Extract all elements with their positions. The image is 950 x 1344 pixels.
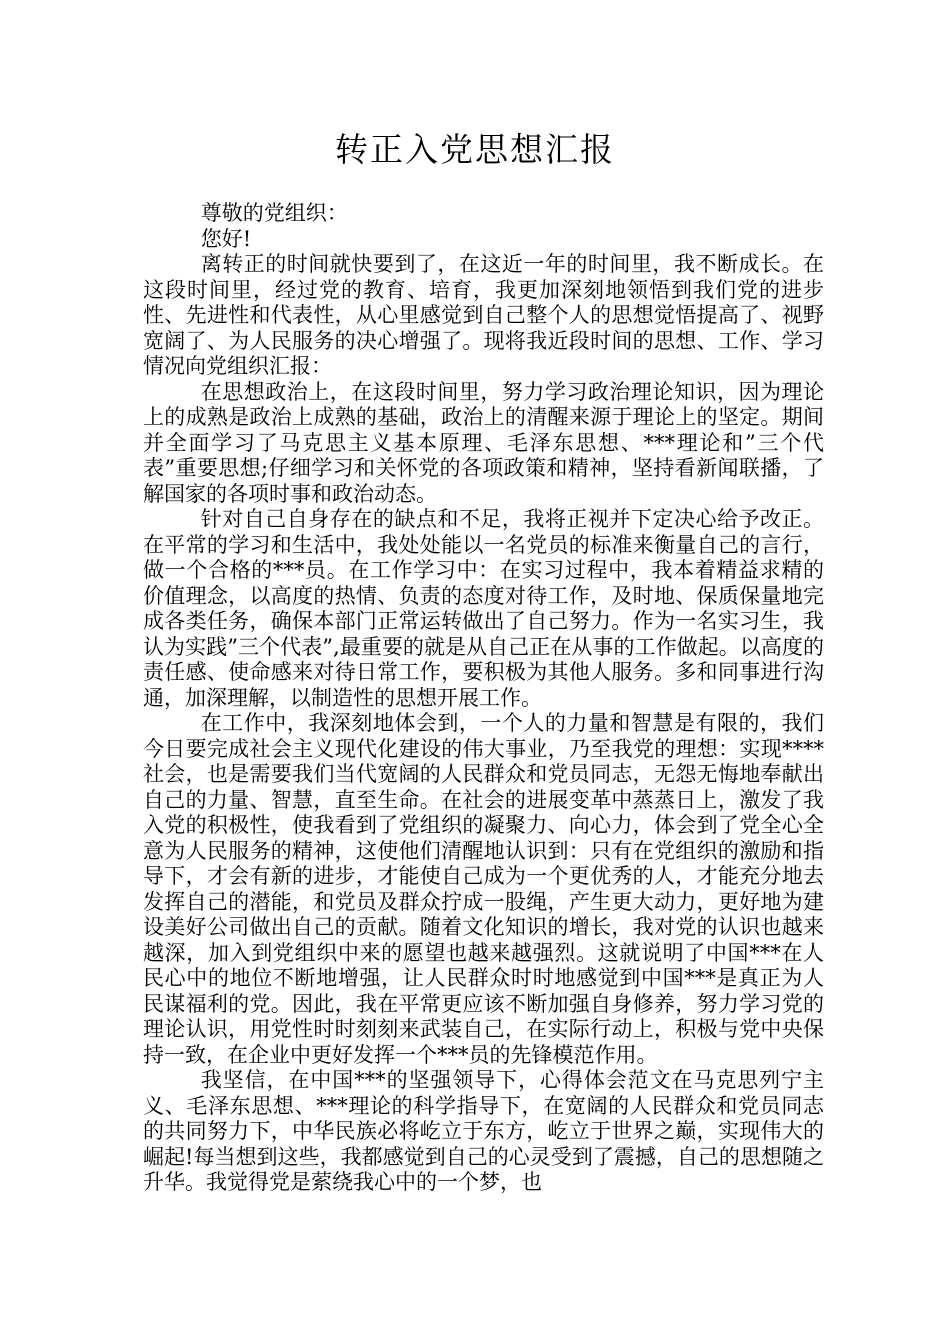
paragraph-work-reflection: 在工作中，我深刻地体会到，一个人的力量和智慧是有限的，我们今日要完成社会主义现代化建设的伟大事业，乃至我党的理想：实现****社会，也是需要我们当代宽阔的人民群众和党员同志，无怨无悔地奉献出自己的力量、智慧，直至生命。在社会的进展变革中蒸蒸日上，激发了我入党的积极性，使我看到了党组织的凝聚力、向心力，体会到了党全心全意为人民服务的精神，这使他们清醒地认识到：只有在党组织的激励和指导下，才会有新的进步，才能使自己成为一个更优秀的人，才能充分地去发挥自己的潜能，和党员及群众拧成一股绳，产生更大动力，更好地为建设美好公司做出自己的贡献。随着文化知识的增长，我对党的认识也越来越深，加入到党组织中来的愿望也越来越强烈。这就说明了中国***在人民心中的地位不断地增强，让人民群众时时地感觉到中国***是真正为人民谋福利的党。因此，我在平常更应该不断加强自身修养，努力学习党的理论认识，用党性时时刻刻来武装自己，在实际行动上，积极与党中央保持一致，在企业中更好发挥一个***员的先锋模范作用。 <box>143 711 824 1067</box>
paragraph-intro: 离转正的时间就快要到了，在这近一年的时间里，我不断成长。在这段时间里，经过党的教育、培育，我更加深刻地领悟到我们党的进步性、先进性和代表性，从心里感觉到自己整个人的思想觉悟提高了、视野宽阔了、为人民服务的决心增强了。现将我近段时间的思想、工作、学习情况向党组织汇报： <box>143 252 824 378</box>
greeting: 您好! <box>200 226 252 251</box>
paragraph-conviction: 我坚信，在中国***的坚强领导下，心得体会范文在马克思列宁主义、毛泽东思想、***理论的科学指导下，在宽阔的人民群众和党员同志的共同努力下，中华民族必将屹立于东方，屹立于世界之巅，实现伟大的崛起!每当想到这些，我都感觉到自己的心灵受到了震撼，自己的思想随之升华。我觉得党是萦绕我心中的一个梦，也 <box>143 1068 824 1194</box>
paragraph-political-thought: 在思想政治上，在这段时间里，努力学习政治理论知识，因为理论上的成熟是政治上成熟的基础，政治上的清醒来源于理论上的坚定。期间并全面学习了马克思主义基本原理、毛泽东思想、***理论和”三个代表”重要思想;仔细学习和关怀党的各项政策和精神，坚持看新闻联播，了解国家的各项时事和政治动态。 <box>143 379 824 506</box>
document-body <box>143 201 824 1196</box>
salutation: 尊敬的党组织： <box>200 201 348 225</box>
document-title: 转正入党思想汇报 <box>335 130 615 169</box>
paragraph-self-improvement: 针对自己自身存在的缺点和不足，我将正视并下定决心给予改正。在平常的学习和生活中，我处处能以一名党员的标准来衡量自己的言行，做一个合格的***员。在工作学习中：在实习过程中，我本着精益求精的价值理念，以高度的热情、负责的态度对待工作，及时地、保质保量地完成各类任务，确保本部门正常运转做出了自己努力。作为一名实习生，我认为实践”三个代表”,最重要的就是从自己正在从事的工作做起。以高度的责任感、使命感来对待日常工作，要积极为其他人服务。多和同事进行沟通，加深理解，以制造性的思想开展工作。 <box>143 507 824 710</box>
